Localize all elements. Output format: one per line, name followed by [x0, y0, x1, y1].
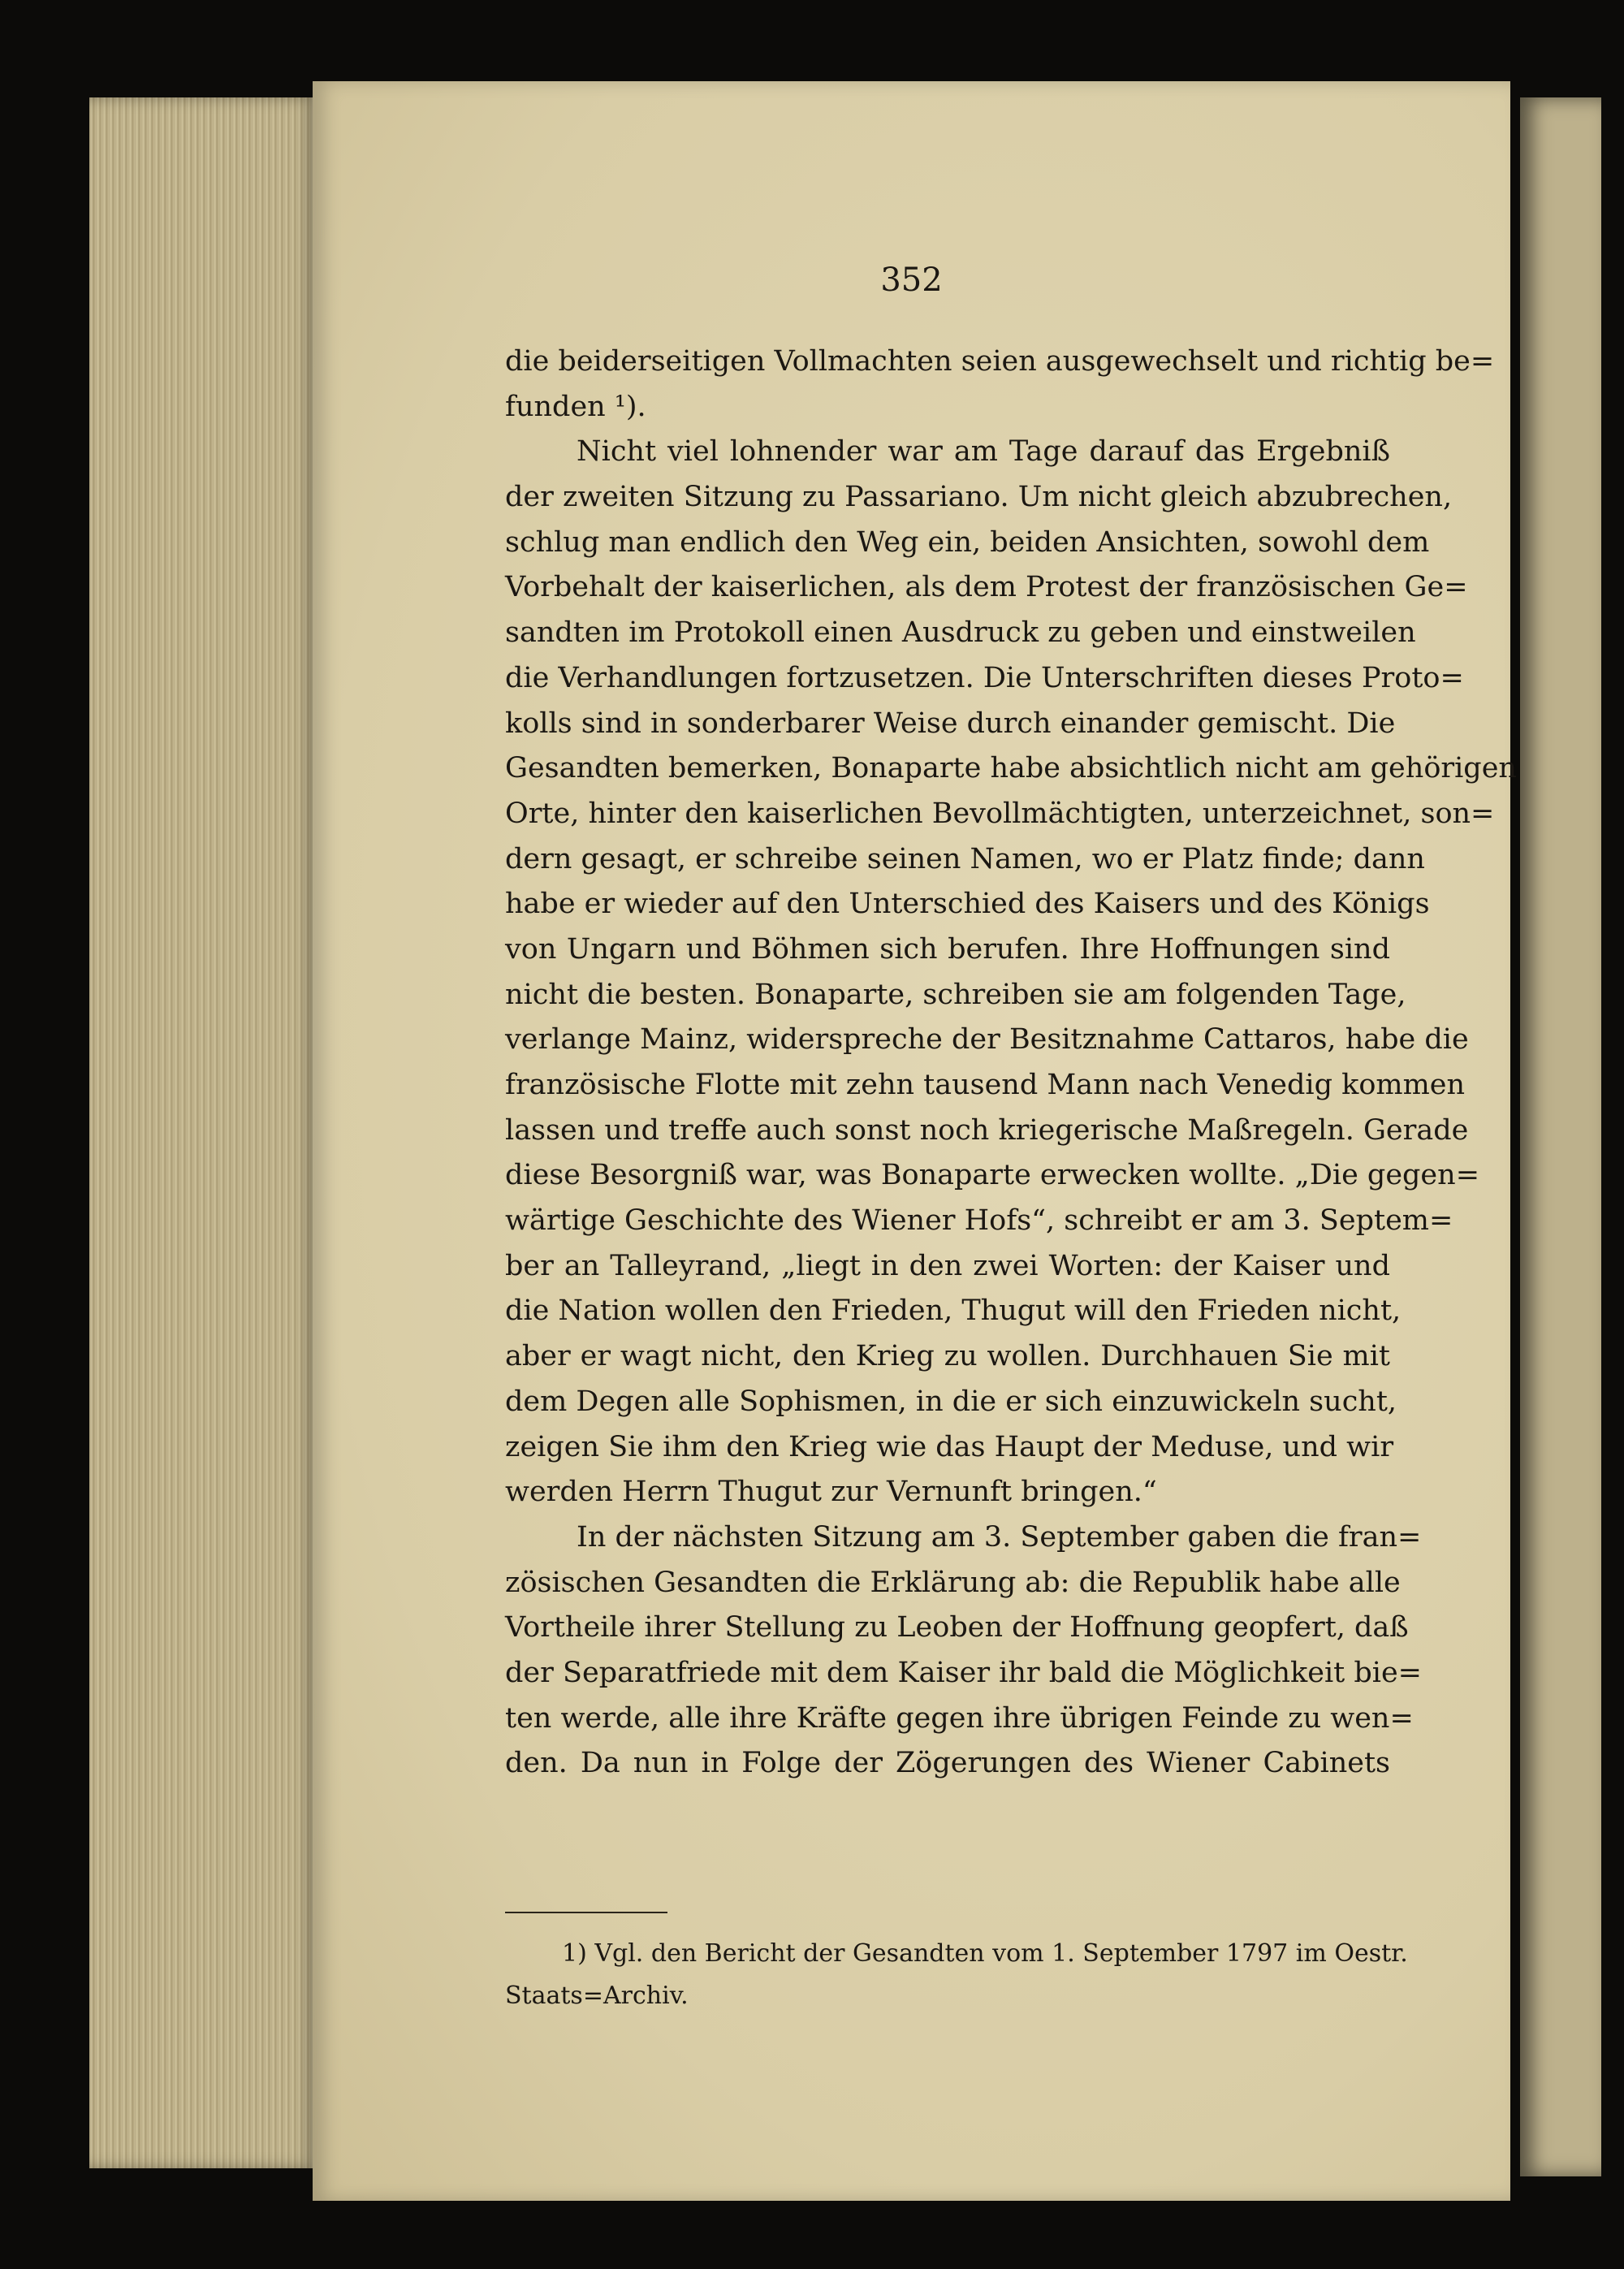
text-line: zeigen Sie ihm den Krieg wie das Haupt der Meduse, und wir: [505, 1430, 1394, 1463]
text-line: dern gesagt, er schreibe seinen Namen, wo er Platz finde; dann: [505, 842, 1425, 875]
text-line: die Nation wollen den Frieden, Thugut will den Frieden nicht,: [505, 1294, 1402, 1328]
footnote-line: 1) Vgl. den Bericht der Gesandten vom 1. September 1797 im Oestr.: [562, 1939, 1408, 1968]
text-line: den. Da nun in Folge der Zögerungen des Wiener Cabinets: [505, 1747, 1390, 1780]
text-line: In der nächsten Sitzung am 3. September gaben die fran=: [577, 1520, 1422, 1554]
page-number: 352: [880, 261, 943, 299]
page-edges-stack: [89, 97, 317, 2168]
text-line: ber an Talleyrand, „liegt in den zwei Worten: der Kaiser und: [505, 1249, 1390, 1282]
book-page: [313, 81, 1517, 2201]
text-line: Orte, hinter den kaiserlichen Bevollmächtigten, unterzeichnet, son=: [505, 797, 1495, 830]
text-line: habe er wieder auf den Unterschied des Kaisers und des Königs: [505, 888, 1430, 921]
body-text: [505, 339, 1517, 1787]
footnote: [505, 1933, 1408, 2017]
text-line: französische Flotte mit zehn tausend Mann nach Venedig kommen: [505, 1069, 1466, 1101]
text-line: ten werde, alle ihre Kräfte gegen ihre übrigen Feinde zu wen=: [505, 1701, 1414, 1735]
text-line: verlange Mainz, widerspreche der Besitznahme Cattaros, habe die: [505, 1023, 1469, 1057]
text-line: Gesandten bemerken, Bonaparte habe absichtlich nicht am gehörigen: [505, 752, 1517, 785]
text-line: die Verhandlungen fortzusetzen. Die Unterschriften dieses Proto=: [505, 661, 1464, 694]
text-line: die beiderseitigen Vollmachten seien ausgewechselt und richtig be=: [505, 345, 1495, 378]
text-line: werden Herrn Thugut zur Vernunft bringen.“: [505, 1476, 1157, 1509]
text-line: diese Besorgniß war, was Bonaparte erwecken wollte. „Die gegen=: [505, 1159, 1480, 1192]
text-line: funden ¹).: [505, 390, 646, 423]
text-line: sandten im Protokoll einen Ausdruck zu geben und einstweilen: [505, 616, 1416, 650]
text-line: Nicht viel lohnender war am Tage darauf das Ergebniß: [577, 435, 1390, 469]
footnote-divider: [505, 1912, 667, 1913]
text-line: kolls sind in sonderbarer Weise durch einander gemischt. Die: [505, 707, 1396, 740]
text-line: nicht die besten. Bonaparte, schreiben sie am folgenden Tage,: [505, 978, 1406, 1011]
facing-page-edge: [1520, 97, 1601, 2176]
text-line: aber er wagt nicht, den Krieg zu wollen. Durchhauen Sie mit: [505, 1340, 1390, 1373]
text-line: der Separatfriede mit dem Kaiser ihr bald die Möglichkeit bie=: [505, 1656, 1422, 1689]
text-line: der zweiten Sitzung zu Passariano. Um nicht gleich abzubrechen,: [505, 481, 1453, 514]
footnote-line: Staats=Archiv.: [505, 1982, 689, 2010]
text-line: schlug man endlich den Weg ein, beiden Ansichten, sowohl dem: [505, 525, 1430, 559]
text-line: von Ungarn und Böhmen sich berufen. Ihre Hoffnungen sind: [505, 932, 1390, 966]
text-line: Vortheile ihrer Stellung zu Leoben der Hoffnung geopfert, daß: [505, 1611, 1409, 1644]
text-line: wärtige Geschichte des Wiener Hofs“, schreibt er am 3. Septem=: [505, 1204, 1453, 1238]
text-line: lassen und treffe auch sonst noch kriegerische Maßregeln. Gerade: [505, 1113, 1469, 1147]
text-line: zösischen Gesandten die Erklärung ab: die Republik habe alle: [505, 1566, 1401, 1599]
text-line: dem Degen alle Sophismen, in die er sich einzuwickeln sucht,: [505, 1385, 1397, 1418]
text-line: Vorbehalt der kaiserlichen, als dem Protest der französischen Ge=: [505, 571, 1468, 604]
